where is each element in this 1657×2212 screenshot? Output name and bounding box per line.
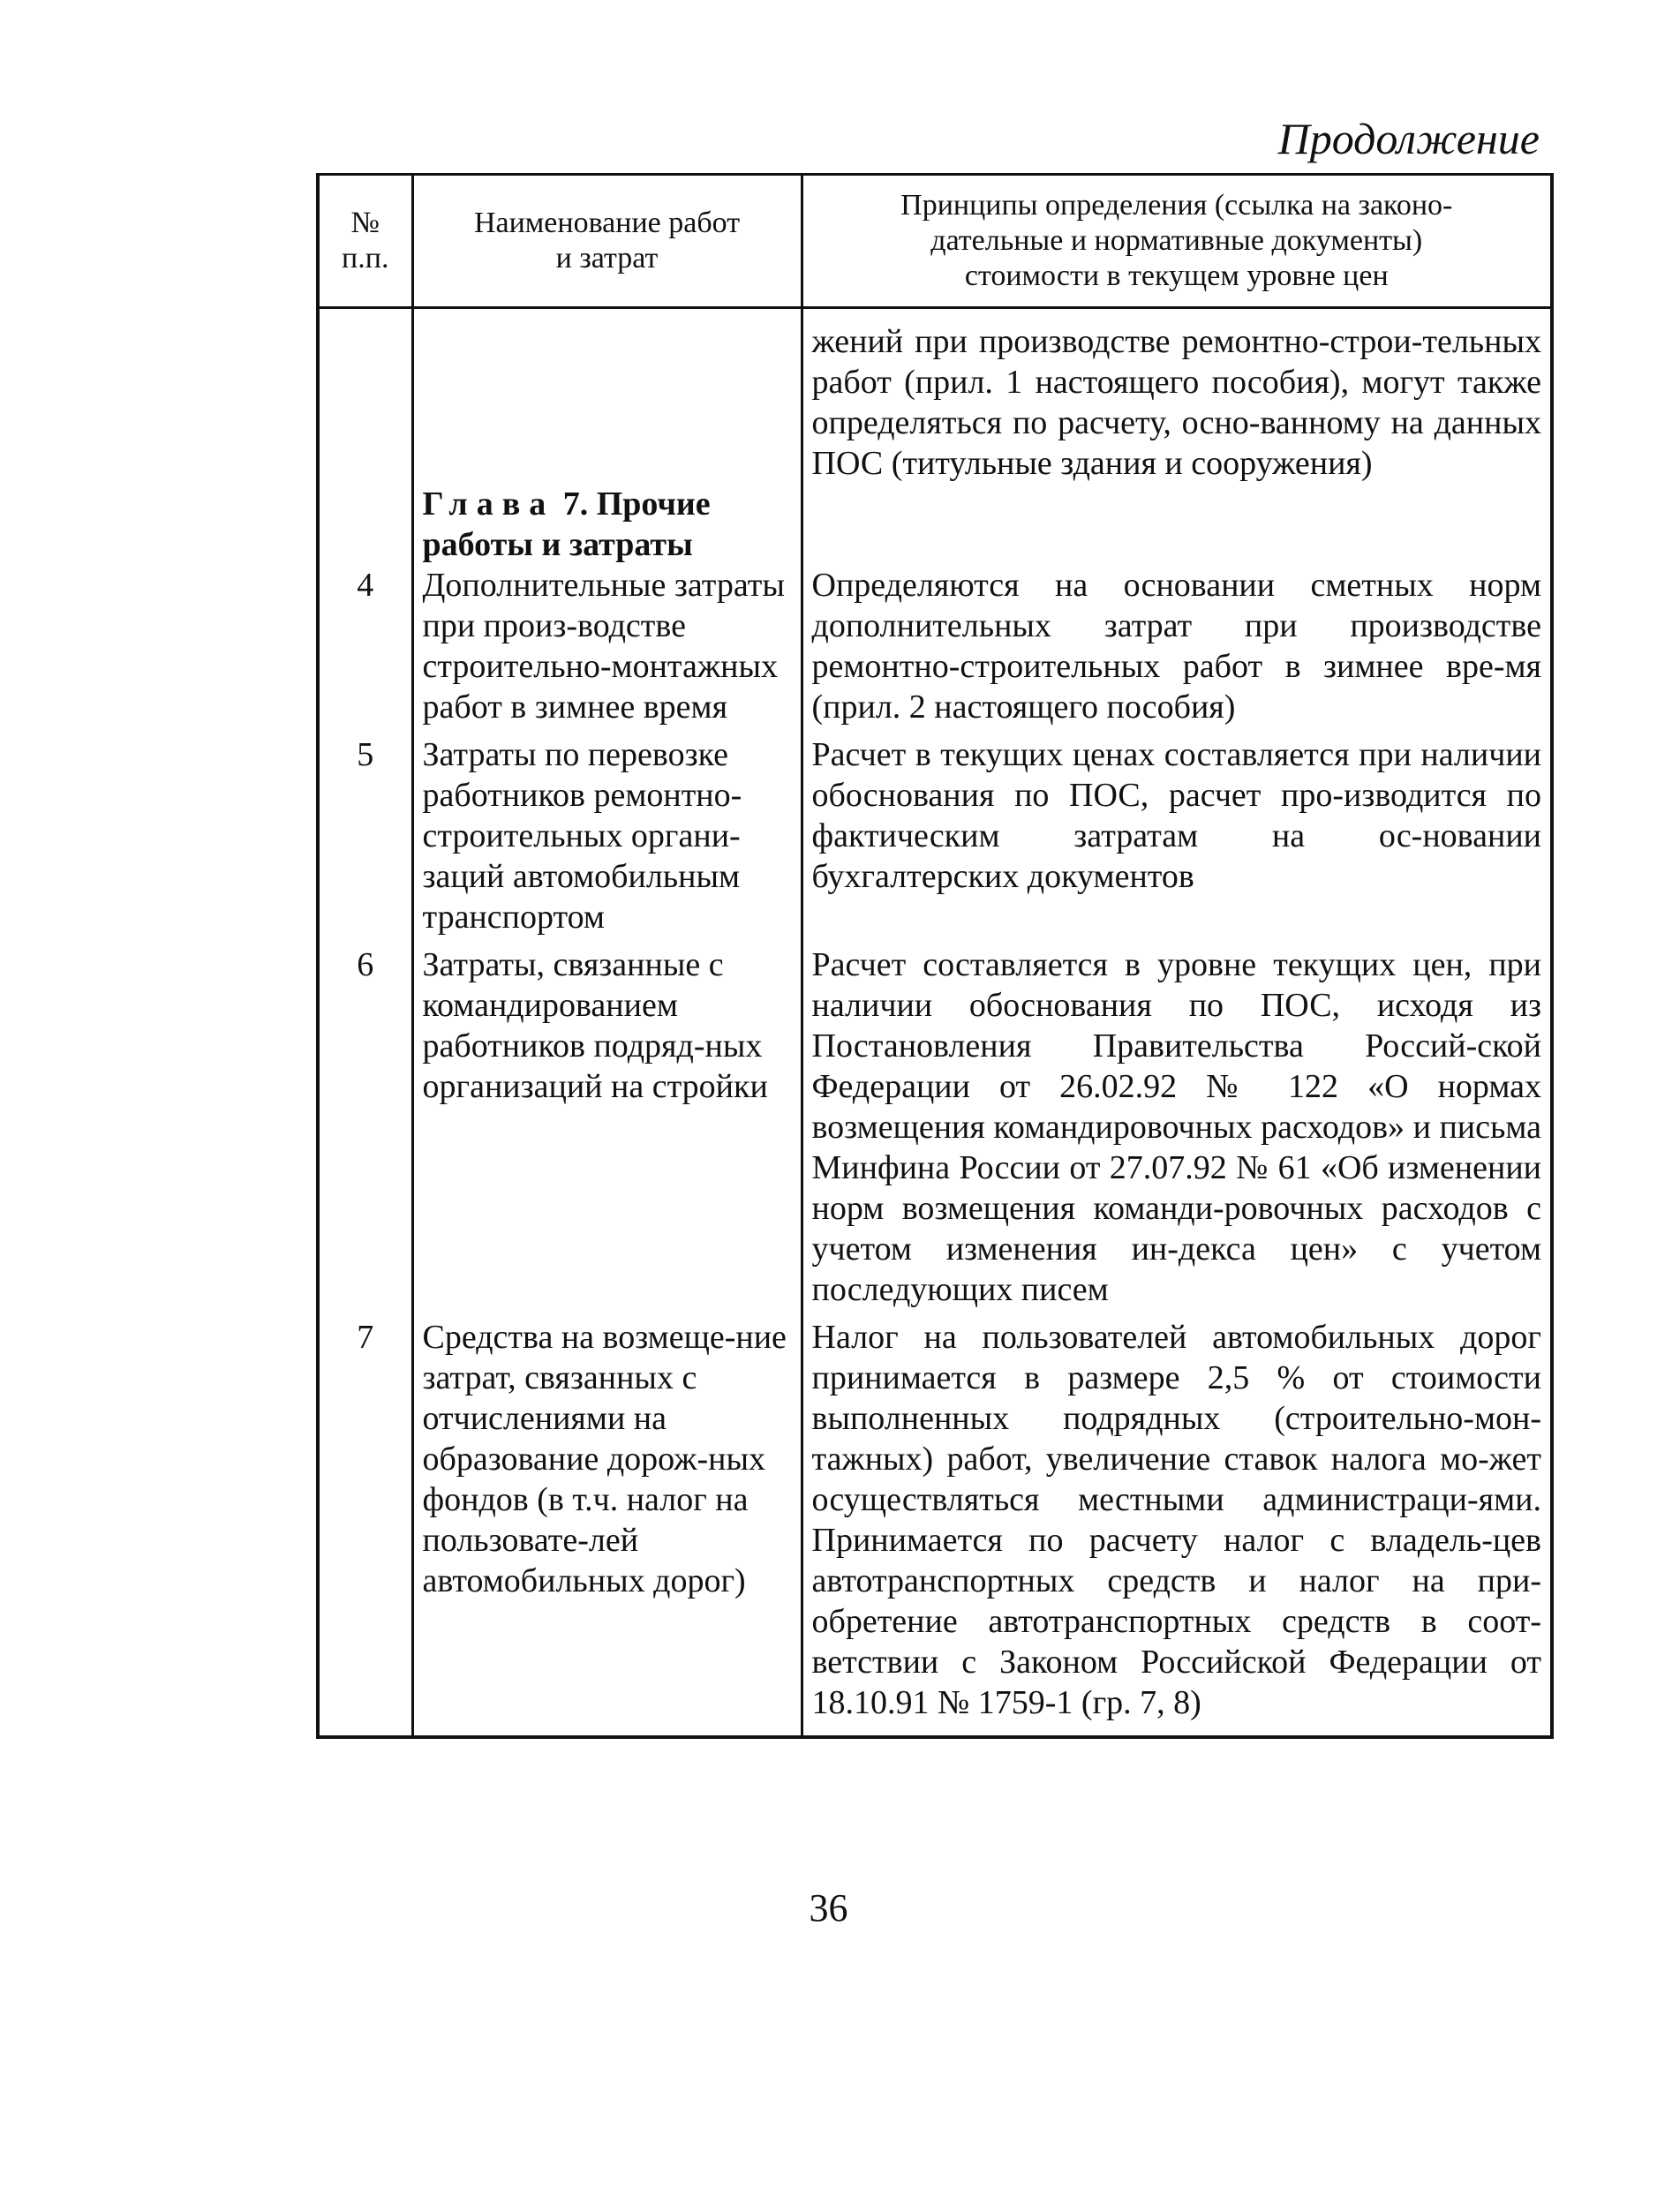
header-principles: Принципы определения (ссылка на законо- дательные и нормативные документы) стоимости в текущем уровне цен	[802, 175, 1552, 308]
row-principle: Расчет в текущих ценах составляется при наличии обоснования по ПОС, расчет про-изводится по фактическим затратам на ос-новании бухгалтерских документов	[811, 736, 1541, 895]
page-number: 36	[809, 1886, 848, 1930]
row-principle: Расчет составляется в уровне текущих цен, при наличии обоснования по ПОС, исходя из Постановления Правительства Россий-ской Федерации от 26.02.92 № 122 «О нормах возмещения командировочных расходов» и письма Минфина России от 27.07.92 № 61 «Об изменении норм возмещения команди-ровочных расходов с учетом изменения ин-декса цен» с учетом последующих писем	[811, 946, 1541, 1308]
table-row-continued	[318, 308, 1552, 485]
cell-principle-continued: жений при производстве ремонтно-строи-тельных работ (прил. 1 настоящего пособия), могут также определяться по расчету, осно-ванному на данных ПОС (титульные здания и сооружения)	[811, 323, 1541, 482]
cell-name	[412, 308, 802, 485]
table-row	[318, 727, 1552, 937]
cell-principle	[802, 484, 1552, 565]
cell-number	[318, 484, 412, 565]
chapter-prefix: Глава	[422, 485, 555, 523]
chapter-title: 7. Прочие работы и затраты	[422, 485, 711, 563]
cell-number	[318, 308, 412, 485]
table-row	[318, 565, 1552, 727]
row-work-name: Затраты по перевозке работников ремонтно-строительных органи-заций автомобильным транспортом	[412, 727, 802, 937]
chapter-row	[318, 484, 1552, 565]
header-work-name: Наименование работ и затрат	[412, 175, 802, 308]
row-number: 6	[318, 937, 412, 1310]
table-header-row	[318, 175, 1552, 308]
continuation-label: Продолжение	[1277, 114, 1540, 163]
table-row	[318, 1310, 1552, 1737]
header-number: № п.п.	[318, 175, 412, 308]
table-row	[318, 937, 1552, 1310]
row-number: 7	[318, 1310, 412, 1737]
row-principle: Определяются на основании сметных норм дополнительных затрат при производстве ремонтно-строительных работ в зимнее вре-мя (прил. 2 настоящего пособия)	[811, 567, 1541, 726]
chapter-heading	[412, 484, 802, 565]
row-number: 5	[318, 727, 412, 937]
row-work-name: Дополнительные затраты при произ-водстве строительно-монтажных работ в зимнее время	[412, 565, 802, 727]
row-number: 4	[318, 565, 412, 727]
row-work-name: Средства на возмеще-ние затрат, связанных с отчислениями на образование дорож-ных фондов (в т.ч. налог на пользовате-лей автомобильных дорог)	[412, 1310, 802, 1737]
row-principle: Налог на пользователей автомобильных дорог принимается в размере 2,5 % от стоимости выполненных подрядных (строительно-мон-тажных) работ, увеличение ставок налога мо-жет осуществляться местными администраци-ями. Принимается по расчету налог с владель-цев автотранспортных средств и налог на при-обретение автотранспортных средств в соот-ветствии с Законом Российской Федерации от 18.10.91 № 1759-1 (гр. 7, 8)	[811, 1319, 1541, 1721]
cost-principles-table	[316, 173, 1554, 1739]
row-work-name: Затраты, связанные с командированием работников подряд-ных организаций на стройки	[412, 937, 802, 1310]
